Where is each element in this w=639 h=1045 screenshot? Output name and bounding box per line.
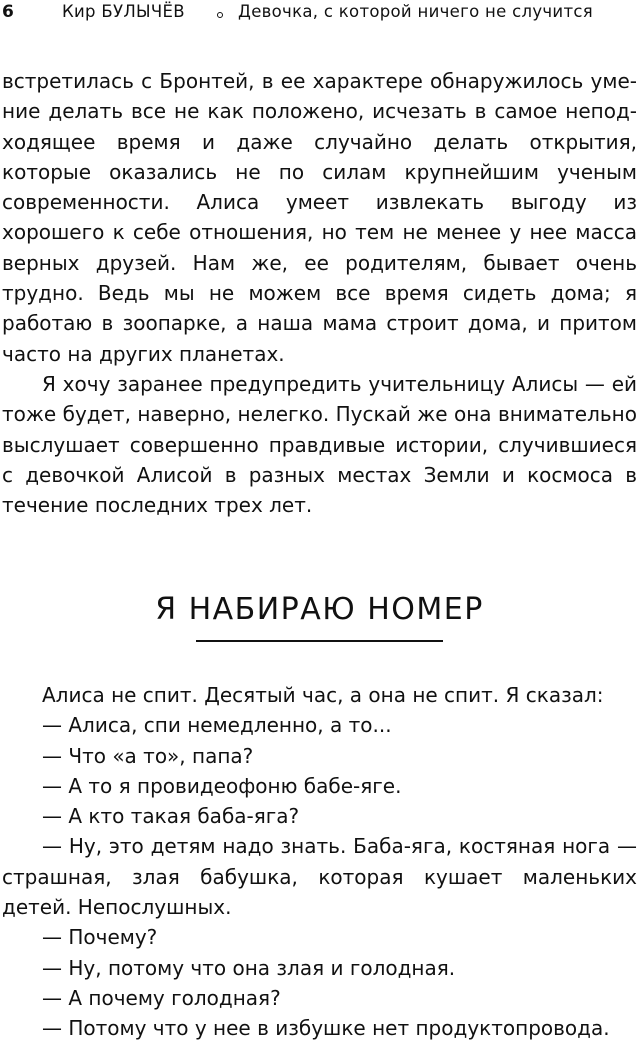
intro-text-block	[2, 66, 637, 520]
paragraph: Я хочу заранее предупредить учительницу Алисы — ей тоже будет, наверно, нелегко. Пускай же она внимательно выслушает совершенно правдивые истории, случившиеся с девочкой Алисой в разных местах Земли и космоса в течение последних трех лет.	[2, 371, 637, 518]
dialogue-line: — Потому что у нее в избушке нет продуктопровода.	[42, 1016, 610, 1041]
paragraph: Алиса не спит. Десятый час, а она не спит. Я сказал:	[42, 683, 604, 707]
dialogue-line: — Почему?	[42, 925, 158, 950]
header-author: Кир БУЛЫЧЁВ	[62, 2, 185, 21]
chapter-text-block	[2, 680, 637, 1044]
dialogue-line: — Алиса, спи немедленно, а то...	[42, 713, 392, 738]
header-book-title: Девочка, с которой ничего не случится	[238, 2, 593, 21]
dialogue-line: — Ну, потому что она злая и голодная.	[42, 955, 456, 980]
dialogue-line: — Что «а то», папа?	[42, 743, 254, 768]
dialogue-line: — Ну, это детям надо знать. Баба-яга, костяная нога — страшная, злая бабушка, которая кушает маленьких детей. Непослушных.	[2, 834, 637, 920]
running-header	[0, 0, 639, 26]
dialogue-line: — А кто такая баба-яга?	[42, 804, 300, 829]
dialogue-line: — А то я провидеофоню бабе-яге.	[42, 773, 402, 798]
circle-separator-icon	[217, 12, 223, 18]
paragraph: встретилась с Бронтей, в ее характере обнаружилось умение делать все не как положено, исчезать в самое неподходящее время и даже случайно делать открытия, которые оказались не по силам крупнейшим ученым современности. Алиса умеет извлекать выгоду из хорошего к себе отношения, но тем не менее у нее масса верных друзей. Нам же, ее родителям, бывает очень трудно. Ведь мы не можем все время сидеть дома; я работаю в зоопарке, а наша мама строит дома, и притом часто на других планетах.	[2, 69, 637, 366]
chapter-title: Я НАБИРАЮ НОМЕР	[155, 592, 484, 627]
page-number: 6	[2, 2, 15, 22]
chapter-title-underline	[196, 640, 443, 642]
dialogue-line: — А почему голодная?	[42, 985, 281, 1010]
